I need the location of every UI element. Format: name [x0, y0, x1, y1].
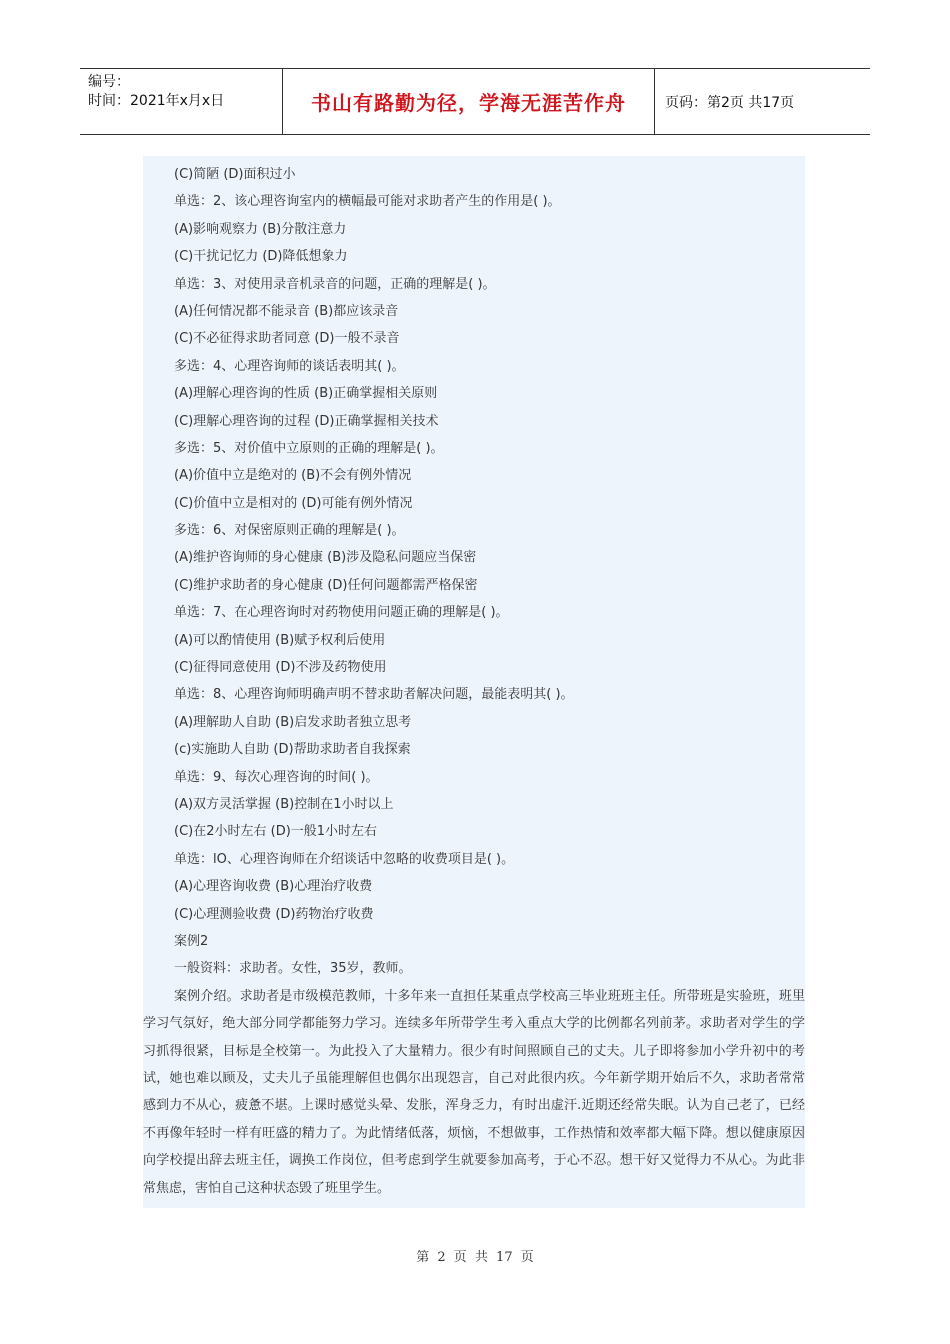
question-line: 多选：6、对保密原则正确的理解是( )。: [174, 523, 405, 539]
question-line: (A)影响观察力 (B)分散注意力: [174, 221, 347, 237]
question-line: (C)不必征得求助者同意 (D)一般不录音: [174, 331, 400, 347]
question-line: (A)双方灵活掌握 (B)控制在1小时以上: [174, 796, 394, 812]
question-line: (C)价值中立是相对的 (D)可能有例外情况: [174, 495, 413, 511]
header-page-info: 页码：第2页 共17页: [665, 94, 795, 111]
question-line: (c)实施助人自助 (D)帮助求助者自我探索: [174, 742, 411, 758]
question-line: (A)理解心理咨询的性质 (B)正确掌握相关原则: [174, 386, 438, 402]
case-heading: 案例2: [174, 933, 209, 949]
question-line: (C)征得同意使用 (D)不涉及药物使用: [174, 660, 387, 676]
question-line: (C)简陋 (D)面积过小: [174, 167, 296, 182]
question-line: 单选：2、该心理咨询室内的横幅最可能对求助者产生的作用是( )。: [174, 194, 561, 210]
case-description-paragraph: 案例介绍。求助者是市级模范教师，十多年来一直担任某重点学校高三毕业班班主任。所带班是实验班，班里学习气氛好，绝大部分同学都能努力学习。连续多年所带学生考入重点大学的比例都名列前茅。求助者对学生的学习抓得很紧，目标是全校第一。为此投入了大量精力。很少有时间照顾自己的丈夫。儿子即将参加小学升初中的考试，她也难以顾及，丈夫儿子虽能理解但也偶尔出现怨言，自己对此很内疚。今年新学期开始后不久，求助者常常感到力不从心，疲惫不堪。上课时感觉头晕、发胀，浑身乏力，有时出虚汗.近期还经常失眠。认为自己老了，已经不再像年轻时一样有旺盛的精力了。为此情绪低落，烦恼，不想做事，工作热情和效率都大幅下降。想以健康原因向学校提出辞去班主任，调换工作岗位，但考虑到学生就要参加高考，于心不忍。想干好又觉得力不从心。为此非常焦虑，害怕自己这种状态毁了班里学生。: [143, 988, 805, 1196]
question-line: 单选：3、对使用录音机录音的问题，正确的理解是( )。: [174, 276, 496, 292]
question-line: (C)干扰记忆力 (D)降低想象力: [174, 249, 348, 265]
question-line: (A)心理咨询收费 (B)心理治疗收费: [174, 879, 373, 895]
question-line: (C)在2小时左右 (D)一般1小时左右: [174, 824, 378, 840]
question-line: (A)任何情况都不能录音 (B)都应该录音: [174, 303, 399, 319]
question-line: (A)维护咨询师的身心健康 (B)涉及隐私问题应当保密: [174, 550, 477, 566]
question-line: 单选：lO、心理咨询师在介绍谈话中忽略的收费项目是( )。: [174, 851, 515, 867]
document-time: 时间：2021年x月x日: [88, 93, 225, 109]
header-meta: [80, 69, 282, 134]
question-line: (A)理解助人自助 (B)启发求助者独立思考: [174, 714, 412, 730]
question-line: (C)心理测验收费 (D)药物治疗收费: [174, 906, 374, 922]
page-header: [80, 68, 870, 135]
document-body: [143, 156, 805, 1208]
header-motto: 书山有路勤为径，学海无涯苦作舟: [282, 69, 655, 134]
question-line: 单选：7、在心理咨询时对药物使用问题正确的理解是( )。: [174, 605, 509, 621]
question-line: (A)可以酌情使用 (B)赋予权利后使用: [174, 632, 386, 648]
case-general-info: 一般资料：求助者。女性，35岁，教师。: [174, 961, 412, 977]
page-footer: 第 2 页 共 17 页: [416, 1250, 534, 1265]
question-line: 多选：4、心理咨询师的谈话表明其( )。: [174, 358, 405, 374]
question-line: 单选：9、每次心理咨询的时间( )。: [174, 769, 379, 785]
question-line: 多选：5、对价值中立原则的正确的理解是( )。: [174, 440, 444, 456]
question-line: 单选：8、心理咨询师明确声明不替求助者解决问题，最能表明其( )。: [174, 687, 574, 703]
question-line: (C)理解心理咨询的过程 (D)正确掌握相关技术: [174, 413, 439, 429]
question-line: (C)维护求助者的身心健康 (D)任何问题都需严格保密: [174, 577, 478, 593]
document-number-label: 编号：: [88, 74, 130, 90]
question-line: (A)价值中立是绝对的 (B)不会有例外情况: [174, 468, 412, 484]
